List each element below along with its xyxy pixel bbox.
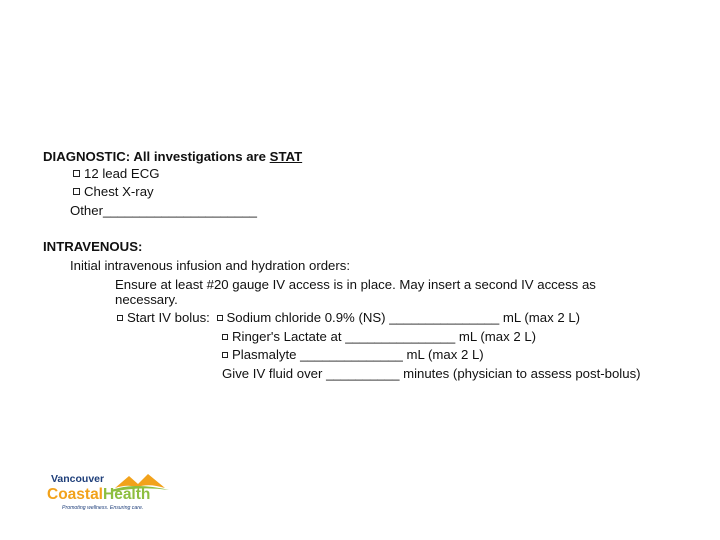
bolus-row-ns [117, 310, 580, 326]
diagnostic-item-label: 12 lead ECG [84, 166, 160, 181]
iv-access-text-line2: necessary. [115, 292, 178, 307]
bolus-option-ns[interactable]: Sodium chloride 0.9% (NS) _______________ mL (max 2 L) [226, 310, 581, 325]
diagnostic-item-xray[interactable] [73, 184, 154, 200]
give-fluid-over-text[interactable]: Give IV fluid over __________ minutes (physician to assess post-bolus) [222, 366, 641, 381]
checkbox[interactable] [222, 352, 228, 358]
diagnostic-heading [43, 149, 302, 165]
logo-coastal: Coastal [47, 486, 103, 503]
bolus-row-plasmalyte [222, 347, 484, 363]
checkbox[interactable] [222, 334, 228, 340]
bolus-option-ringers[interactable]: Ringer's Lactate at _______________ mL (max 2 L) [232, 329, 537, 344]
bolus-row-ringers [222, 329, 536, 345]
checkbox[interactable] [117, 315, 123, 321]
logo-tagline: Promoting wellness. Ensuring care. [62, 505, 144, 511]
vancouver-coastal-health-logo [45, 466, 175, 516]
diagnostic-other-field[interactable]: Other_____________________ [70, 203, 258, 218]
bolus-label: Start IV bolus: [127, 310, 210, 325]
intravenous-heading: INTRAVENOUS: [43, 239, 143, 254]
initial-infusion-text: Initial intravenous infusion and hydration orders: [70, 258, 351, 273]
logo-coastal-health [47, 486, 150, 503]
diagnostic-item-label: Chest X-ray [84, 184, 154, 199]
checkbox[interactable] [73, 188, 80, 195]
iv-access-text-line1: Ensure at least #20 gauge IV access is in place. May insert a second IV access as [115, 277, 596, 292]
diagnostic-item-ecg[interactable] [73, 166, 160, 182]
logo-vancouver: Vancouver [51, 473, 105, 485]
checkbox[interactable] [73, 170, 80, 177]
logo-health: Health [103, 486, 151, 503]
checkbox[interactable] [217, 315, 223, 321]
stat-emphasis: STAT [269, 149, 303, 164]
bolus-option-plasmalyte[interactable]: Plasmalyte ______________ mL (max 2 L) [232, 347, 484, 362]
diagnostic-heading-text: DIAGNOSTIC: All investigations are [43, 149, 270, 164]
